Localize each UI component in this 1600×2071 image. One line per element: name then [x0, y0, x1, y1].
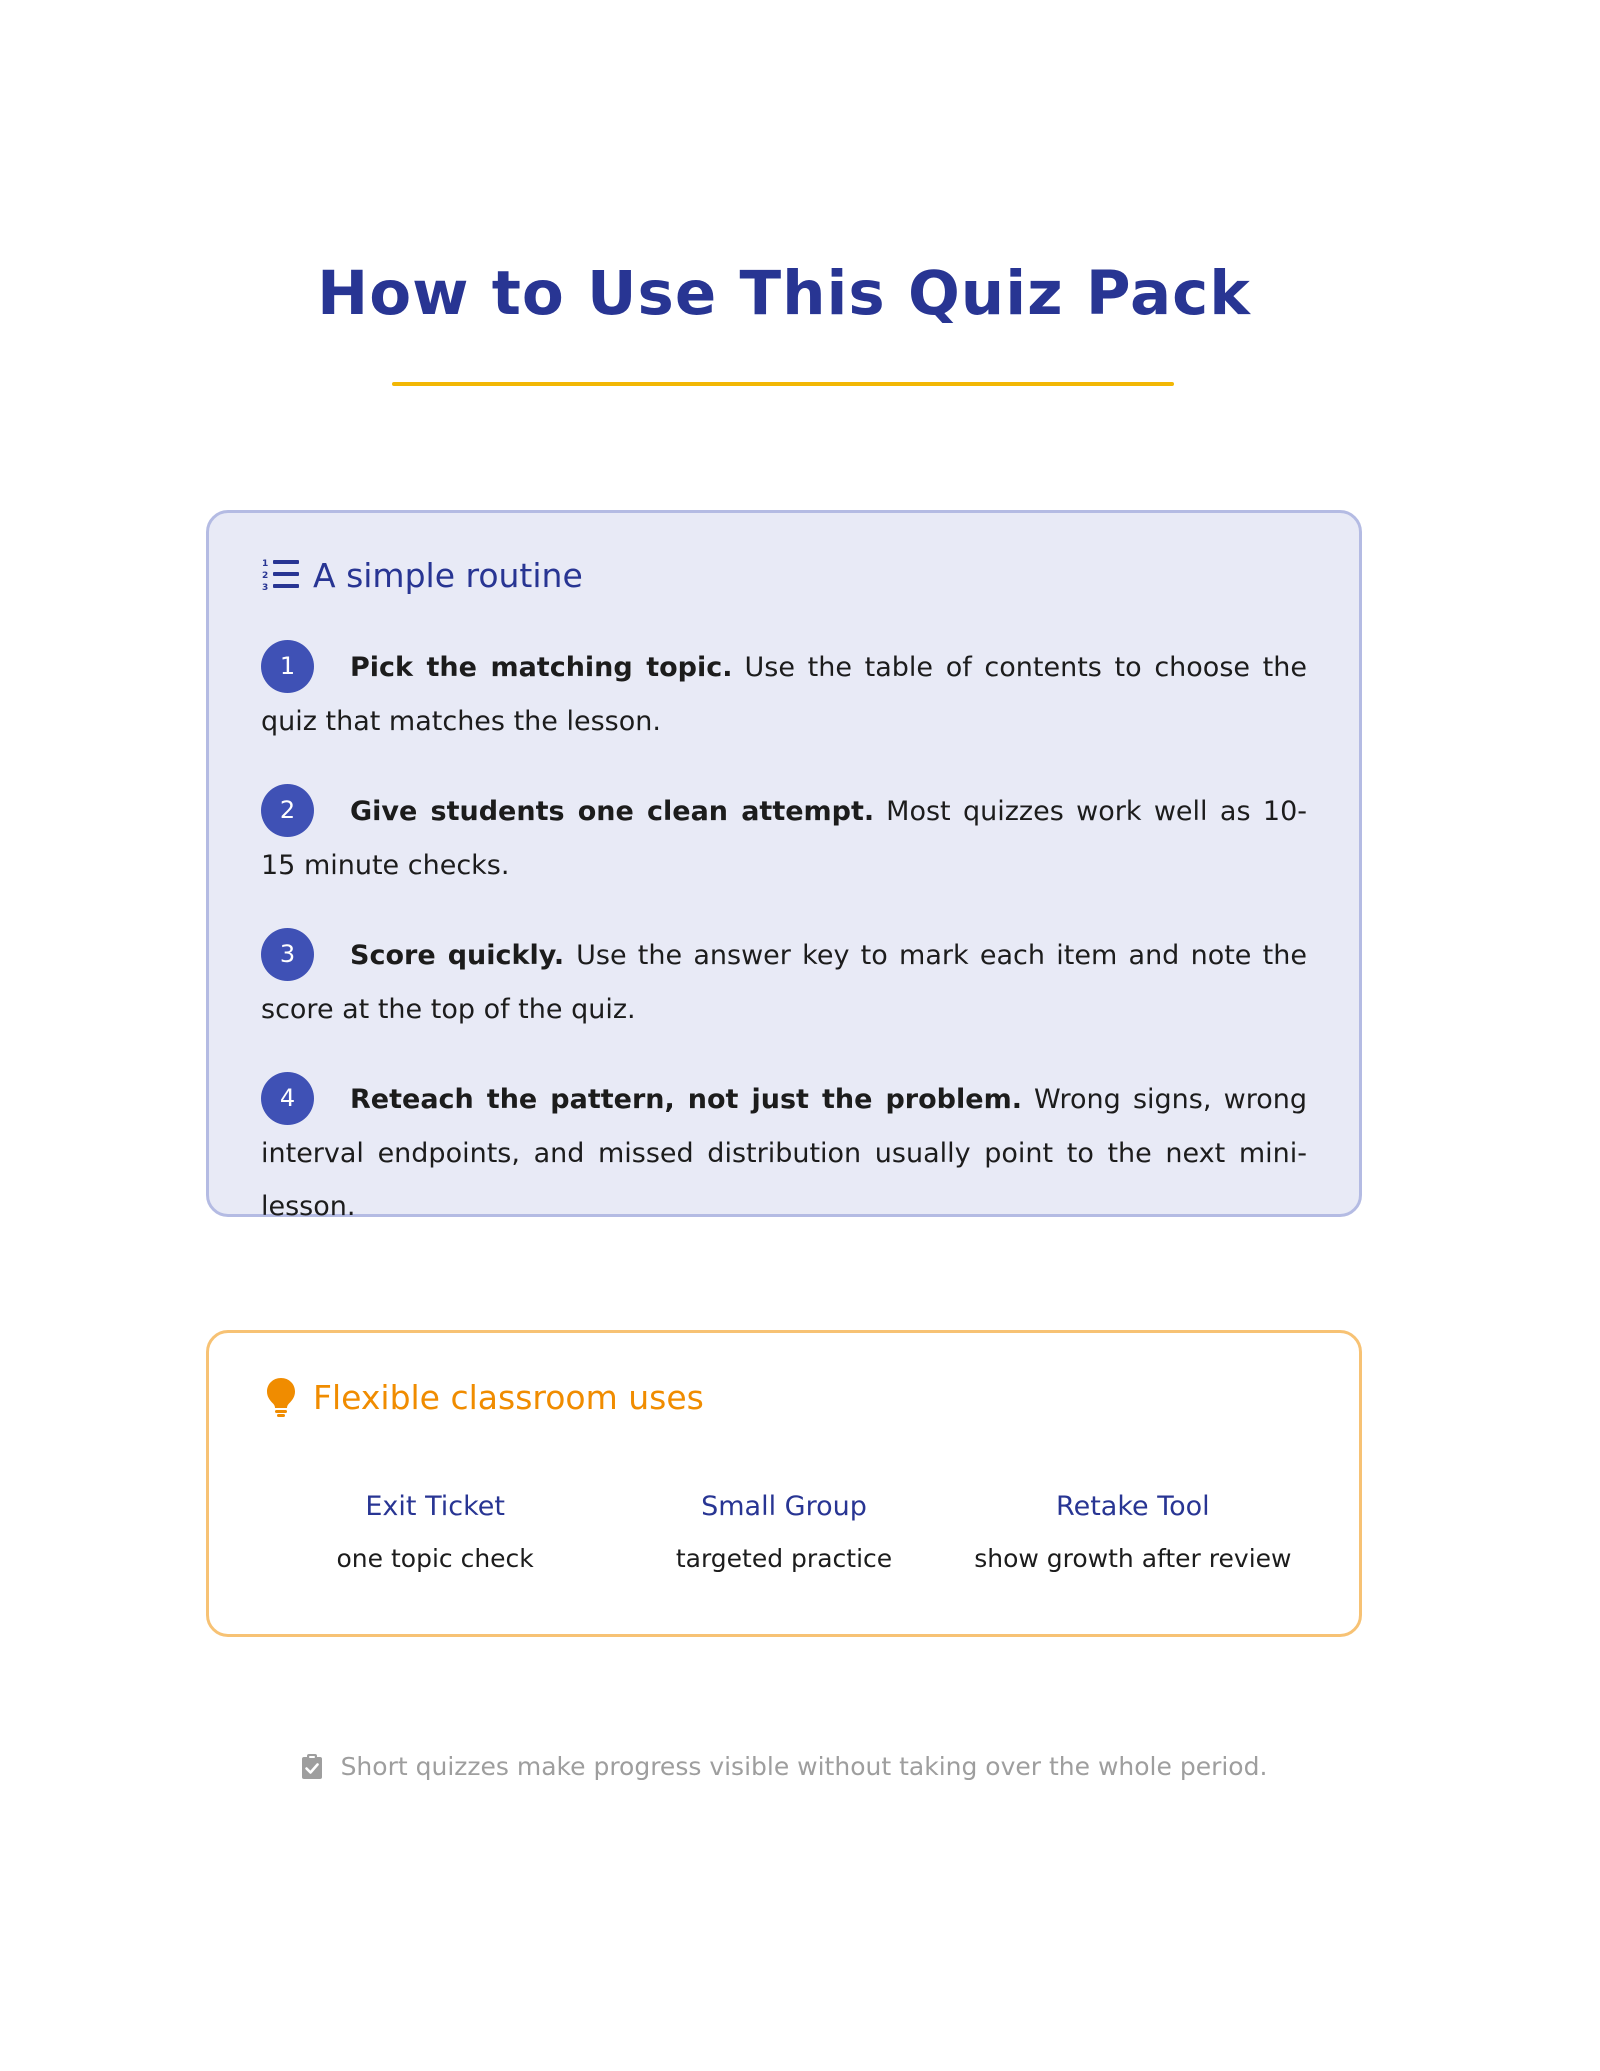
step-text: Wrong signs, wrong interval endpoints, and missed distribution usually point to the next mini-lesson. — [261, 1084, 1308, 1222]
title-underline — [392, 382, 1174, 386]
routine-steps — [261, 641, 1307, 1233]
footer-note — [0, 1752, 1568, 1781]
uses-card — [206, 1330, 1362, 1637]
step-text: Use the table of contents to choose the quiz that matches the lesson. — [261, 652, 1307, 737]
uses-grid — [261, 1487, 1307, 1579]
svg-text:3: 3 — [262, 583, 269, 593]
numbered-list-icon — [261, 555, 301, 595]
footer-note-text: Short quizzes make progress visible without taking over the whole period. — [340, 1752, 1268, 1781]
step-text: Use the answer key to mark each item and note the score at the top of the quiz. — [261, 940, 1307, 1025]
page-title: How to Use This Quiz Pack — [317, 258, 1251, 329]
clipboard-check-icon — [301, 1754, 327, 1780]
routine-card — [206, 510, 1362, 1222]
use-item — [261, 1487, 609, 1579]
routine-heading — [261, 555, 1307, 595]
step-title: Score quickly. — [350, 940, 565, 971]
use-title: Small Group — [701, 1491, 867, 1522]
uses-heading — [261, 1377, 1307, 1417]
step-number-badge: 3 — [261, 928, 314, 981]
step-title: Reteach the pattern, not just the problem. — [350, 1084, 1022, 1115]
use-description: targeted practice — [675, 1544, 893, 1573]
use-description: one topic check — [336, 1544, 534, 1573]
step-number-badge: 1 — [261, 640, 314, 693]
lightbulb-icon — [261, 1377, 301, 1417]
step-title: Give students one clean attempt. — [350, 796, 875, 827]
step-item — [261, 929, 1307, 1036]
use-item — [959, 1487, 1307, 1579]
step-text: Most quizzes work well as 10-15 minute checks. — [261, 796, 1307, 881]
routine-heading-text: A simple routine — [313, 555, 583, 595]
step-item — [261, 1073, 1307, 1233]
step-item — [261, 641, 1307, 748]
use-title: Exit Ticket — [365, 1491, 505, 1522]
step-item — [261, 785, 1307, 892]
svg-text:2: 2 — [262, 571, 269, 581]
use-description: show growth after review — [974, 1544, 1292, 1573]
step-title: Pick the matching topic. — [350, 652, 733, 683]
uses-heading-text: Flexible classroom uses — [313, 1377, 704, 1417]
use-title: Retake Tool — [1056, 1491, 1210, 1522]
use-item — [610, 1487, 958, 1579]
svg-text:1: 1 — [262, 559, 269, 569]
step-number-badge: 2 — [261, 784, 314, 837]
step-number-badge: 4 — [261, 1072, 314, 1125]
